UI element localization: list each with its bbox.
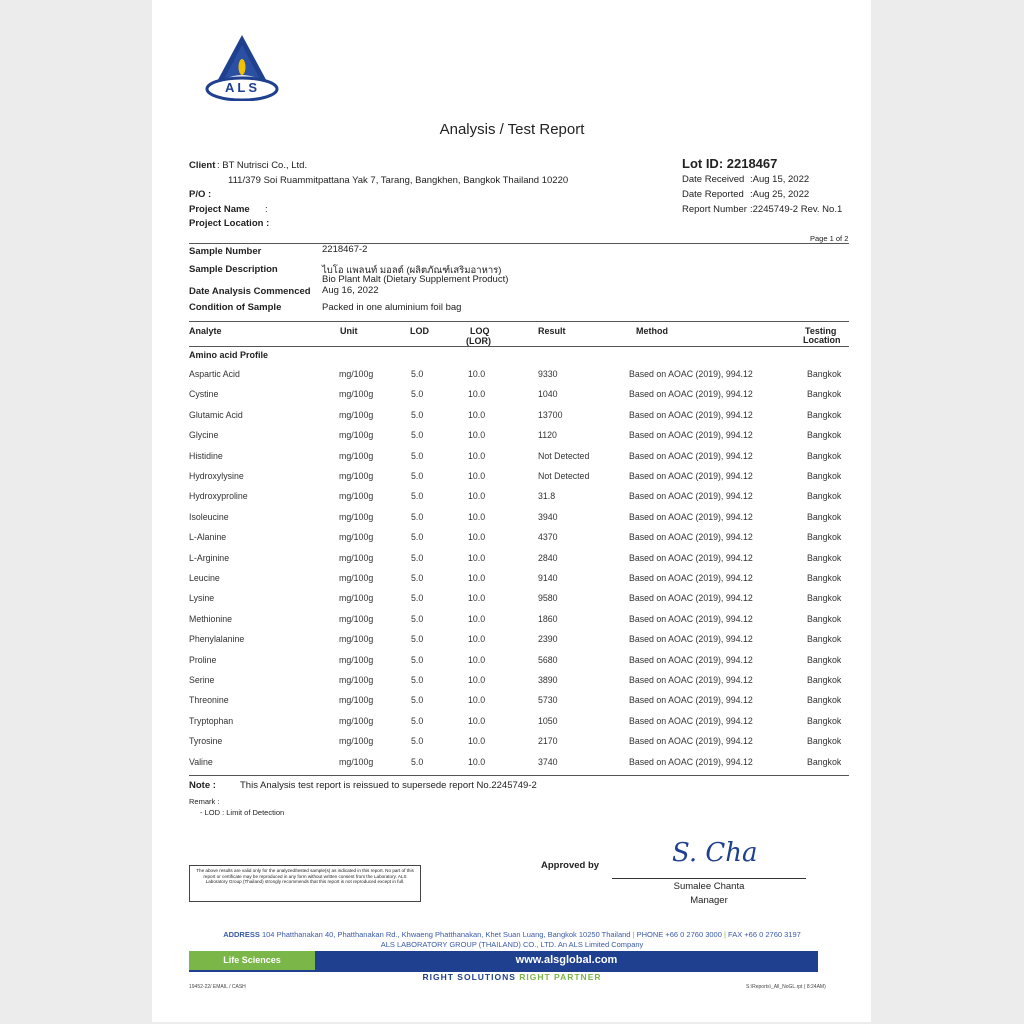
analyte-cell: Histidine (189, 450, 223, 461)
result-cell: 9140 (538, 573, 558, 583)
lod-cell: 5.0 (411, 491, 424, 502)
location-cell: Bangkok (807, 552, 842, 563)
disclaimer-box: The above results are valid only for the analyzed/tested sample(s) as indicated in this report. No part of this report or certificate may be reproduced in any form without written consent from the Laboratory. ALS Laboratory Group (Thailand) strongly recommends that this report is not reproduced except in full. (189, 865, 421, 902)
footer-address: ADDRESS 104 Phatthanakan 40, Phatthanakan Rd., Khwaeng Phatthanakan, Khet Suan Luang, Bangkok 10250 Thailand | PHONE +66 0 2760 3000 | FAX +66 0 2760 3197 (223, 930, 801, 939)
client-address: 111/379 Soi Ruammitpattana Yak 7, Tarang, Bangkhen, Bangkok Thailand 10220 (228, 175, 569, 186)
loq-cell: 10.0 (468, 736, 486, 747)
table-row (189, 573, 849, 593)
table-row (189, 491, 849, 511)
table-row (189, 593, 849, 613)
location-cell: Bangkok (807, 369, 842, 379)
als-triangle-logo-icon (205, 33, 280, 101)
client-name: : BT Nutrisci Co., Ltd. (217, 160, 308, 171)
method-cell: Based on AOAC (2019), 994.12 (629, 613, 753, 624)
loq-cell: 10.0 (468, 573, 486, 583)
project-location-label: Project Location : (189, 218, 270, 229)
analyte-cell: Glutamic Acid (189, 409, 243, 420)
date-reported-label: Date Reported (682, 189, 744, 200)
result-cell: 3890 (538, 675, 558, 685)
analyte-cell: Phenylalanine (189, 634, 245, 645)
analyte-cell: L-Alanine (189, 532, 227, 543)
loq-cell: 10.0 (468, 756, 486, 767)
lot-id: Lot ID: 2218467 (682, 156, 778, 171)
tagline-2: RIGHT PARTNER (519, 972, 602, 982)
signature-line (612, 878, 806, 879)
unit-cell: mg/100g (339, 511, 374, 522)
result-cell: 9330 (538, 369, 558, 379)
loq-cell: 10.0 (468, 634, 486, 645)
sample-description-en: Bio Plant Malt (Dietary Supplement Product) (322, 274, 509, 285)
loq-cell: 10.0 (468, 471, 486, 481)
location-cell: Bangkok (807, 511, 842, 522)
lod-cell: 5.0 (411, 573, 424, 583)
unit-cell: mg/100g (339, 593, 374, 604)
method-cell: Based on AOAC (2019), 994.12 (629, 756, 753, 767)
method-cell: Based on AOAC (2019), 994.12 (629, 511, 753, 522)
method-cell: Based on AOAC (2019), 994.12 (629, 491, 753, 502)
footer-code-right: S:\Reports\_All_NoGL.rpt ( 8:24AM) (746, 984, 826, 990)
result-cell: 2390 (538, 634, 558, 645)
result-cell: 13700 (538, 409, 563, 420)
location-cell: Bangkok (807, 634, 842, 645)
location-cell: Bangkok (807, 573, 842, 583)
analyte-cell: Glycine (189, 430, 219, 441)
method-cell: Based on AOAC (2019), 994.12 (629, 450, 753, 461)
unit-cell: mg/100g (339, 409, 374, 420)
address-text: 104 Phatthanakan 40, Phatthanakan Rd., Khwaeng Phatthanakan, Khet Suan Luang, Bangkok 10250 Thailand (261, 930, 631, 939)
analyte-cell: Hydroxyproline (189, 491, 248, 502)
col-unit: Unit (340, 326, 358, 336)
method-cell: Based on AOAC (2019), 994.12 (629, 675, 753, 685)
divider (189, 346, 849, 347)
footer-band (189, 951, 818, 970)
result-cell: Not Detected (538, 471, 590, 481)
table-row (189, 736, 849, 756)
location-cell: Bangkok (807, 532, 842, 543)
lod-cell: 5.0 (411, 695, 424, 706)
date-received-label: Date Received (682, 174, 745, 185)
unit-cell: mg/100g (339, 491, 374, 502)
analyte-cell: Aspartic Acid (189, 369, 240, 379)
method-cell: Based on AOAC (2019), 994.12 (629, 715, 753, 726)
method-cell: Based on AOAC (2019), 994.12 (629, 369, 753, 379)
analyte-cell: Methionine (189, 613, 233, 624)
result-cell: 4370 (538, 532, 558, 543)
lod-cell: 5.0 (411, 511, 424, 522)
lod-cell: 5.0 (411, 430, 424, 441)
page-title: Analysis / Test Report (439, 121, 585, 138)
tagline-1: RIGHT SOLUTIONS (422, 972, 516, 982)
lod-cell: 5.0 (411, 450, 424, 461)
tagline (0, 972, 1024, 982)
method-cell: Based on AOAC (2019), 994.12 (629, 532, 753, 543)
location-cell: Bangkok (807, 654, 842, 665)
table-row (189, 675, 849, 695)
method-cell: Based on AOAC (2019), 994.12 (629, 409, 753, 420)
result-cell: 31.8 (538, 491, 556, 502)
client-label: Client (189, 160, 216, 171)
method-cell: Based on AOAC (2019), 994.12 (629, 593, 753, 604)
result-cell: 1860 (538, 613, 558, 624)
unit-cell: mg/100g (339, 471, 374, 481)
method-cell: Based on AOAC (2019), 994.12 (629, 389, 753, 400)
analyte-cell: Hydroxylysine (189, 471, 244, 481)
analyte-cell: Valine (189, 756, 213, 767)
lod-cell: 5.0 (411, 675, 424, 685)
method-cell: Based on AOAC (2019), 994.12 (629, 634, 753, 645)
report-number: :2245749-2 Rev. No.1 (750, 204, 843, 215)
loq-cell: 10.0 (468, 430, 486, 441)
table-row (189, 389, 849, 409)
method-cell: Based on AOAC (2019), 994.12 (629, 573, 753, 583)
po-label: P/O : (189, 189, 212, 200)
section-title: Amino acid Profile (189, 350, 269, 360)
col-analyte: Analyte (189, 326, 222, 336)
approver-name: Sumalee Chanta (673, 881, 745, 892)
approved-by-label: Approved by (541, 860, 600, 871)
unit-cell: mg/100g (339, 675, 374, 685)
lod-cell: 5.0 (411, 552, 424, 563)
approver-title: Manager (690, 895, 728, 906)
analyte-cell: L-Arginine (189, 552, 230, 563)
location-cell: Bangkok (807, 756, 842, 767)
table-row (189, 695, 849, 715)
lod-cell: 5.0 (411, 409, 424, 420)
loq-cell: 10.0 (468, 654, 486, 665)
date-commenced: Aug 16, 2022 (322, 285, 379, 296)
location-cell: Bangkok (807, 593, 842, 604)
life-sciences-label: Life Sciences (189, 951, 315, 970)
location-cell: Bangkok (807, 715, 842, 726)
divider (189, 243, 849, 244)
col-location-1: Testing (805, 326, 837, 336)
table-row (189, 716, 849, 736)
location-cell: Bangkok (807, 675, 842, 685)
remark-item: - LOD : Limit of Detection (200, 808, 285, 817)
method-cell: Based on AOAC (2019), 994.12 (629, 430, 753, 441)
loq-cell: 10.0 (468, 491, 486, 502)
note-text: This Analysis test report is reissued to supersede report No.2245749-2 (240, 780, 537, 791)
table-row (189, 451, 849, 471)
unit-cell: mg/100g (339, 389, 374, 400)
unit-cell: mg/100g (339, 613, 374, 624)
result-cell: 9580 (538, 593, 558, 604)
method-cell: Based on AOAC (2019), 994.12 (629, 695, 753, 706)
col-lod: LOD (410, 326, 429, 336)
loq-cell: 10.0 (468, 389, 486, 400)
lod-cell: 5.0 (411, 756, 424, 767)
condition-value: Packed in one aluminium foil bag (322, 302, 462, 313)
location-cell: Bangkok (807, 430, 842, 441)
unit-cell: mg/100g (339, 634, 374, 645)
unit-cell: mg/100g (339, 552, 374, 563)
lod-cell: 5.0 (411, 736, 424, 747)
table-row (189, 369, 849, 389)
method-cell: Based on AOAC (2019), 994.12 (629, 552, 753, 563)
table-row (189, 410, 849, 430)
unit-cell: mg/100g (339, 450, 374, 461)
sample-number-label: Sample Number (189, 246, 262, 257)
lod-cell: 5.0 (411, 369, 424, 379)
lod-cell: 5.0 (411, 613, 424, 624)
result-cell: 1050 (538, 715, 558, 726)
table-row (189, 614, 849, 634)
result-cell: 1120 (538, 430, 557, 441)
table-row (189, 757, 849, 777)
loq-cell: 10.0 (468, 593, 486, 604)
table-row (189, 634, 849, 654)
method-cell: Based on AOAC (2019), 994.12 (629, 736, 753, 747)
col-method: Method (636, 326, 668, 336)
logo-text: ALS (225, 80, 260, 95)
result-cell: Not Detected (538, 450, 590, 461)
project-name-label: Project Name (189, 204, 250, 215)
analyte-cell: Serine (189, 675, 215, 685)
col-location-2: Location (803, 335, 841, 345)
result-cell: 3940 (538, 511, 558, 522)
loq-cell: 10.0 (468, 409, 486, 420)
table-row (189, 553, 849, 573)
result-cell: 5730 (538, 695, 558, 706)
col-lor: (LOR) (466, 336, 491, 346)
lod-cell: 5.0 (411, 634, 424, 645)
result-cell: 1040 (538, 389, 558, 400)
loq-cell: 10.0 (468, 552, 486, 563)
method-cell: Based on AOAC (2019), 994.12 (629, 471, 753, 481)
unit-cell: mg/100g (339, 715, 374, 726)
signature: S. Cha (672, 838, 758, 868)
divider (189, 321, 849, 322)
unit-cell: mg/100g (339, 756, 374, 767)
table-row (189, 471, 849, 491)
result-cell: 3740 (538, 756, 558, 767)
unit-cell: mg/100g (339, 695, 374, 706)
loq-cell: 10.0 (468, 675, 486, 685)
website-link[interactable]: www.alsglobal.com (315, 951, 818, 970)
address-prefix: ADDRESS (223, 930, 260, 939)
analyte-cell: Threonine (189, 695, 229, 706)
footer-code-left: 19452-22/ EMAIL / CASH (189, 984, 246, 990)
analyte-cell: Leucine (189, 573, 220, 583)
unit-cell: mg/100g (339, 654, 374, 665)
lod-cell: 5.0 (411, 532, 424, 543)
sample-number: 2218467-2 (322, 244, 368, 255)
lod-cell: 5.0 (411, 715, 424, 726)
table-row (189, 430, 849, 450)
remark-label: Remark : (189, 797, 220, 806)
lod-cell: 5.0 (411, 471, 424, 481)
loq-cell: 10.0 (468, 695, 486, 706)
analyte-cell: Tryptophan (189, 715, 234, 726)
loq-cell: 10.0 (468, 511, 486, 522)
loq-cell: 10.0 (468, 369, 486, 379)
unit-cell: mg/100g (339, 573, 374, 583)
project-name-value: : (265, 204, 268, 215)
footer-company: ALS LABORATORY GROUP (THAILAND) CO., LTD. An ALS Limited Company (380, 940, 644, 949)
date-commenced-label: Date Analysis Commenced (189, 286, 311, 297)
unit-cell: mg/100g (339, 532, 374, 543)
unit-cell: mg/100g (339, 736, 374, 747)
location-cell: Bangkok (807, 491, 842, 502)
report-number-label: Report Number (682, 204, 747, 215)
loq-cell: 10.0 (468, 715, 486, 726)
fax: FAX +66 0 2760 3197 (728, 930, 801, 939)
col-loq: LOQ (470, 326, 490, 336)
sample-description-label: Sample Description (189, 264, 278, 275)
condition-label: Condition of Sample (189, 302, 282, 313)
analyte-cell: Lysine (189, 593, 215, 604)
location-cell: Bangkok (807, 613, 842, 624)
analyte-cell: Cystine (189, 389, 219, 400)
date-received: :Aug 15, 2022 (750, 174, 810, 185)
loq-cell: 10.0 (468, 613, 486, 624)
date-reported: :Aug 25, 2022 (750, 189, 810, 200)
table-row (189, 532, 849, 552)
phone: PHONE +66 0 2760 3000 (636, 930, 722, 939)
page-number: Page 1 of 2 (810, 234, 849, 243)
location-cell: Bangkok (807, 471, 842, 481)
location-cell: Bangkok (807, 736, 842, 747)
loq-cell: 10.0 (468, 450, 486, 461)
loq-cell: 10.0 (468, 532, 486, 543)
sample-description-thai: ไบโอ แพลนท์ มอลต์ (ผลิตภัณฑ์เสริมอาหาร) (322, 265, 502, 276)
analyte-cell: Proline (189, 654, 217, 665)
location-cell: Bangkok (807, 409, 842, 420)
location-cell: Bangkok (807, 450, 842, 461)
lod-cell: 5.0 (411, 389, 424, 400)
result-cell: 2170 (538, 736, 558, 747)
lod-cell: 5.0 (411, 654, 424, 665)
lod-cell: 5.0 (411, 593, 424, 604)
method-cell: Based on AOAC (2019), 994.12 (629, 654, 753, 665)
col-result: Result (538, 326, 566, 336)
table-row (189, 655, 849, 675)
analyte-cell: Isoleucine (189, 511, 229, 522)
location-cell: Bangkok (807, 695, 842, 706)
result-cell: 5680 (538, 654, 558, 665)
location-cell: Bangkok (807, 389, 842, 400)
analyte-cell: Tyrosine (189, 736, 223, 747)
divider (189, 775, 849, 776)
note-label: Note : (189, 780, 216, 791)
table-row (189, 512, 849, 532)
unit-cell: mg/100g (339, 430, 374, 441)
result-cell: 2840 (538, 552, 558, 563)
unit-cell: mg/100g (339, 369, 374, 379)
